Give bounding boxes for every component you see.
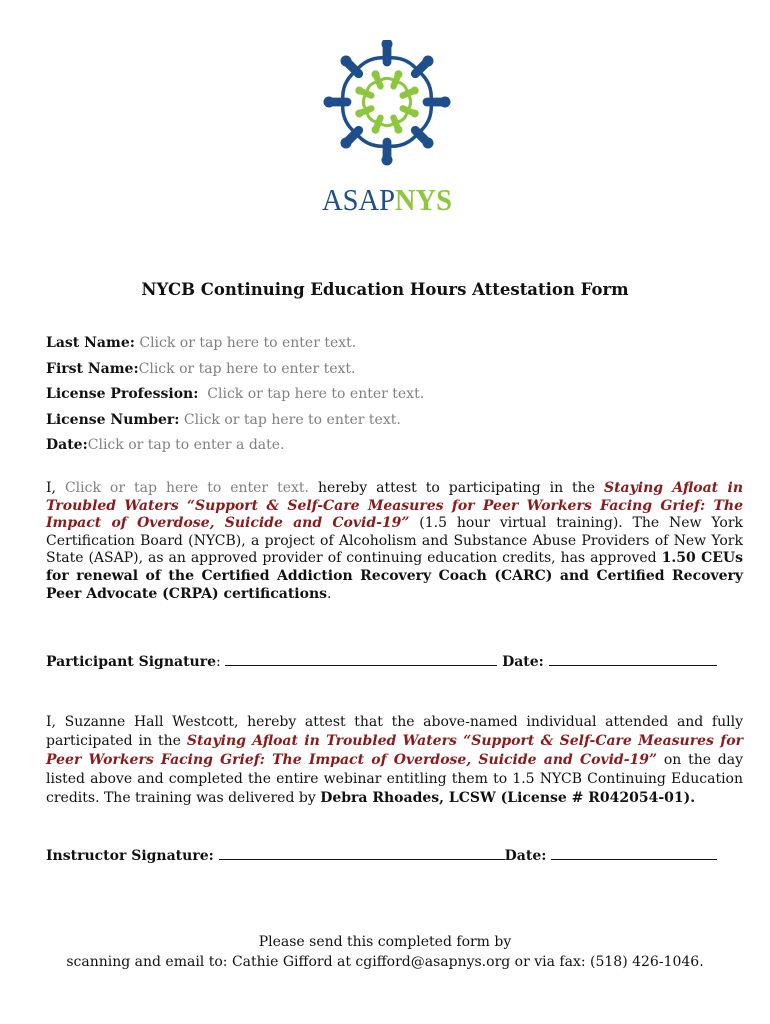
last-name-input[interactable]: Click or tap here to enter text. <box>139 335 357 351</box>
participant-name-input[interactable]: Click or tap here to enter text. <box>64 480 309 496</box>
attestation-end: . <box>327 585 332 602</box>
credits-text: 1.50 CEUs for renewal of the Certified Addiction Recovery Coach (CARC) and Certified Recovery Peer Advocate (CRPA) certifications <box>46 550 743 602</box>
inner-arm-7 <box>379 78 396 81</box>
instructor-signature-label: Instructor Signature: <box>46 848 214 864</box>
inner-arm-0 <box>395 82 407 94</box>
license-number-input[interactable]: Click or tap here to enter text. <box>183 411 401 428</box>
logo-people-circle-icon <box>312 40 462 180</box>
instructor-attestation-text: I, Suzanne Hall Westcott, hereby attest that the above-named individual attended and fully participated in the <box>46 714 743 749</box>
footer-line-2: scanning and email to: Cathie Gifford at cgifford@asapnys.org or via fax: (518) 426-1046. <box>66 953 704 970</box>
participant-signature-row <box>46 653 746 670</box>
outer-arm-7 <box>356 58 387 71</box>
first-name-field <box>46 359 746 385</box>
attestation-paragraph <box>46 480 743 603</box>
date-input[interactable]: Click or tap to enter a date. <box>87 437 285 453</box>
instructor-name: Debra Rhoades, LCSW (License # R042054-01). <box>320 790 696 806</box>
logo-wordmark: ASAPNYS <box>322 182 452 217</box>
instructor-signature-row <box>46 847 746 864</box>
first-name-label: First Name: <box>46 360 139 377</box>
license-profession-label: License Profession: <box>46 386 199 402</box>
inner-arm-3 <box>379 122 396 125</box>
instructor-course-title: Staying Afloat in Troubled Waters “Support & Self-Care Measures for Peer Workers Facing Grief: The Impact of Overdose, Suicide and Covid-19” <box>46 733 743 768</box>
instructor-attestation-details: on the day listed above and completed the entire webinar entitling them to 1.5 NYCB Continuing Education credits. The training was delivered by <box>46 752 743 806</box>
footer-instructions <box>0 933 770 972</box>
inner-arm-1 <box>407 94 410 111</box>
form-title: NYCB Continuing Education Hours Attestation Form <box>141 280 629 299</box>
attestation-intro: I, <box>46 480 56 496</box>
attestation-text: hereby attest to participating in the <box>309 480 604 496</box>
inner-arm-4 <box>367 110 379 122</box>
outer-arm-2 <box>418 102 431 133</box>
instructor-signature-line[interactable] <box>219 847 505 860</box>
participant-signature-label: Participant Signature <box>46 654 217 670</box>
instructor-attestation-paragraph <box>46 713 743 808</box>
course-title: Staying Afloat in Troubled Waters “Support & Self-Care Measures for Peer Workers Facing Grief: The Impact of Overdose, Suicide and Covid-19” <box>46 480 744 532</box>
instructor-date-line[interactable] <box>551 847 717 860</box>
inner-arm-2 <box>395 110 407 122</box>
outer-arm-6 <box>343 71 356 102</box>
outer-arm-4 <box>356 133 387 146</box>
participant-signature-line[interactable] <box>225 653 497 666</box>
outer-arm-0 <box>387 58 418 71</box>
last-name-label: Last Name: <box>46 335 135 351</box>
license-profession-field <box>46 384 746 410</box>
license-profession-input[interactable]: Click or tap here to enter text. <box>207 386 425 402</box>
inner-arm-5 <box>363 94 366 111</box>
outer-arm-5 <box>343 102 356 133</box>
date-label: Date: <box>46 437 88 453</box>
attestation-details: (1.5 hour virtual training). The New York Certification Board (NYCB), a project of Alcoholism and Substance Abuse Providers of New York State (ASAP), as an approved provider of continuing education credits, has approved <box>46 515 743 567</box>
outer-arm-3 <box>387 133 418 146</box>
inner-arm-6 <box>367 82 379 94</box>
date-field <box>46 435 746 461</box>
footer-line-1: Please send this completed form by <box>258 934 512 950</box>
form-fields <box>46 333 746 461</box>
first-name-input[interactable]: Click or tap here to enter text. <box>138 360 356 377</box>
asapnys-logo <box>312 40 462 220</box>
license-number-label: License Number: <box>46 411 180 428</box>
participant-date-line[interactable] <box>549 653 717 666</box>
outer-arm-1 <box>418 71 431 102</box>
instructor-date-label: Date: <box>504 848 547 864</box>
participant-signature-colon: : <box>216 654 226 670</box>
last-name-field <box>46 333 746 359</box>
participant-date-label: Date: <box>502 654 544 670</box>
license-number-field <box>46 410 746 436</box>
